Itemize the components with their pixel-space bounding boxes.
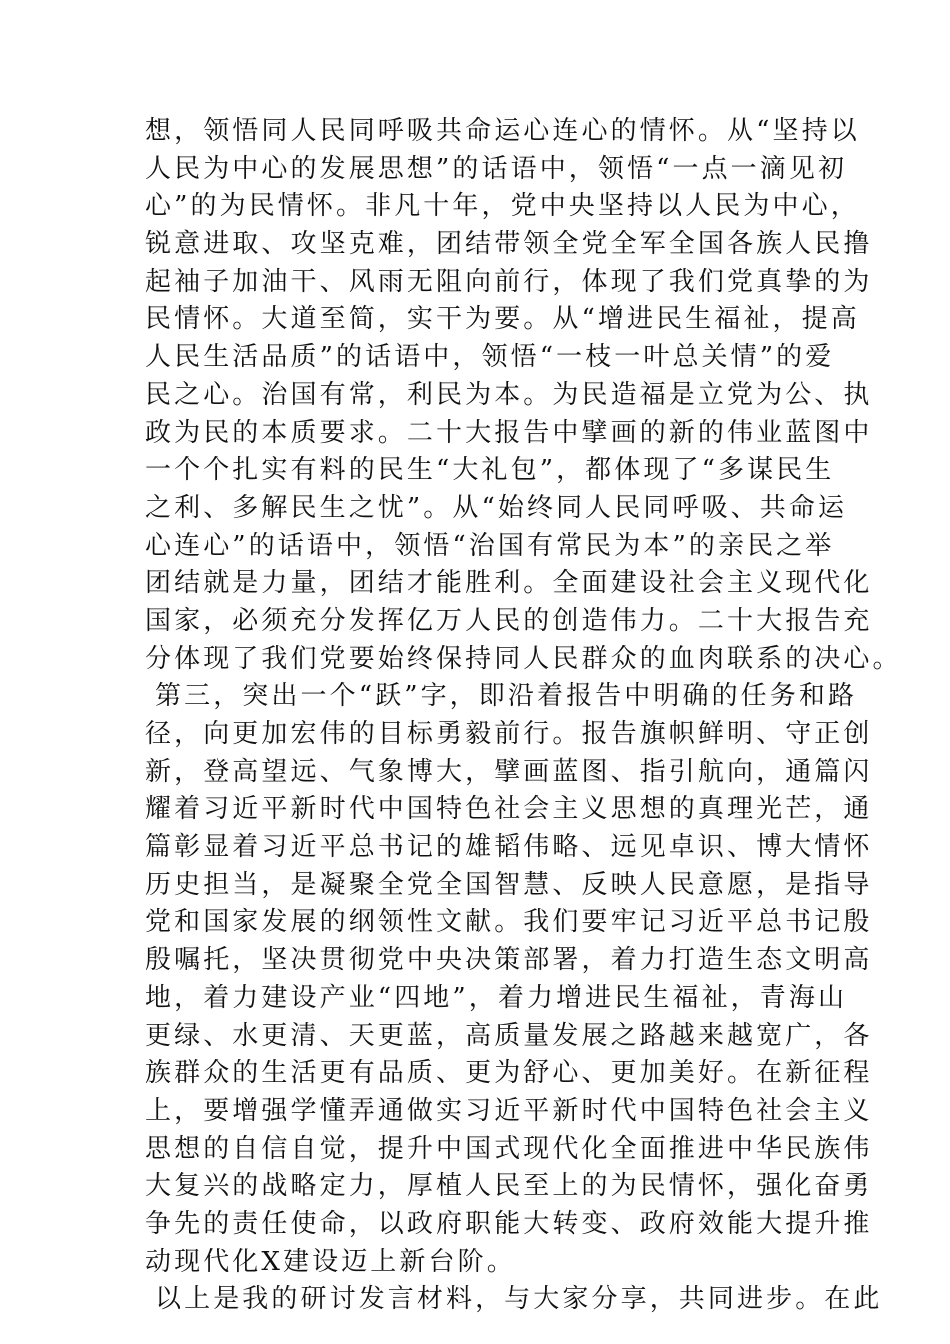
text-line: 地，着力建设产业“四地”，着力增进民生福祉，青海山: [145, 982, 848, 1013]
text-line: 殷嘱托，坚决贯彻党中央决策部署，着力打造生态文明高: [145, 945, 873, 976]
text-line: 政为民的本质要求。二十大报告中擘画的新的伟业蓝图中: [145, 417, 873, 448]
text-line: 起袖子加油干、风雨无阻向前行，体现了我们党真挚的为: [145, 266, 873, 297]
text-line: 上，要增强学懂弄通做实习近平新时代中国特色社会主义: [145, 1095, 873, 1126]
text-line: 径，向更加宏伟的目标勇毅前行。报告旗帜鲜明、守正创: [145, 719, 873, 749]
text-line: 一个个扎实有料的民生“大礼包”，都体现了“多谋民生: [145, 455, 835, 486]
text-line: 党和国家发展的纲领性文献。我们要牢记习近平总书记殷: [145, 907, 873, 938]
text-line: 之利、多解民生之忧”。从“始终同人民同呼吸、共命运: [145, 492, 848, 523]
text-line: 篇彰显着习近平总书记的雄韬伟略、远见卓识、博大情怀: [145, 832, 873, 863]
text-line: 更绿、水更清、天更蓝，高质量发展之路越来越宽广，各: [145, 1020, 873, 1051]
paragraph-start-line: 第三，突出一个“跃”字，即沿着报告中明确的任务和路: [155, 681, 858, 712]
text-line: 历史担当，是凝聚全党全国智慧、反映人民意愿，是指导: [145, 869, 873, 900]
body-text: [145, 113, 902, 1319]
text-line: 心连心”的话语中，领悟“治国有常民为本”的亲民之举: [145, 530, 835, 561]
text-line: 人民生活品质”的话语中，领悟“一枝一叶总关情”的爱: [145, 342, 835, 373]
text-line: 人民为中心的发展思想”的话语中，领悟“一点一滴见初: [145, 153, 848, 184]
text-line: 族群众的生活更有品质、更为舒心、更加美好。在新征程: [145, 1058, 873, 1089]
text-line: 民之心。治国有常，利民为本。为民造福是立党为公、执: [145, 379, 873, 410]
text-line: 耀着习近平新时代中国特色社会主义思想的真理光芒，通: [145, 794, 873, 825]
text-line: 民情怀。大道至简，实干为要。从“增进民生福祉，提高: [145, 304, 860, 335]
text-line: 分体现了我们党要始终保持同人民群众的血肉联系的决心。: [145, 643, 902, 674]
paragraph-start-line: 以上是我的研讨发言材料，与大家分享，共同进步。在此: [155, 1284, 883, 1315]
text-line: 国家，必须充分发挥亿万人民的创造伟力。二十大报告充: [145, 605, 873, 636]
text-line: 团结就是力量，团结才能胜利。全面建设社会主义现代化: [145, 568, 873, 599]
text-line: 新，登高望远、气象博大，擘画蓝图、指引航向，通篇闪: [145, 756, 873, 787]
text-line: 锐意进取、攻坚克难，团结带领全党全军全国各族人民撸: [145, 229, 873, 260]
text-line: 思想的自信自觉，提升中国式现代化全面推进中华民族伟: [145, 1133, 873, 1164]
text-line: 大复兴的战略定力，厚植人民至上的为民情怀，强化奋勇: [145, 1171, 873, 1202]
text-line: 动现代化X建设迈上新台阶。: [145, 1246, 516, 1277]
text-line: 争先的责任使命，以政府职能大转变、政府效能大提升推: [145, 1208, 873, 1239]
text-line: 想，领悟同人民同呼吸共命运心连心的情怀。从“坚持以: [145, 116, 860, 146]
text-line: 心”的为民情怀。非凡十年，党中央坚持以人民为中心，: [145, 191, 860, 222]
